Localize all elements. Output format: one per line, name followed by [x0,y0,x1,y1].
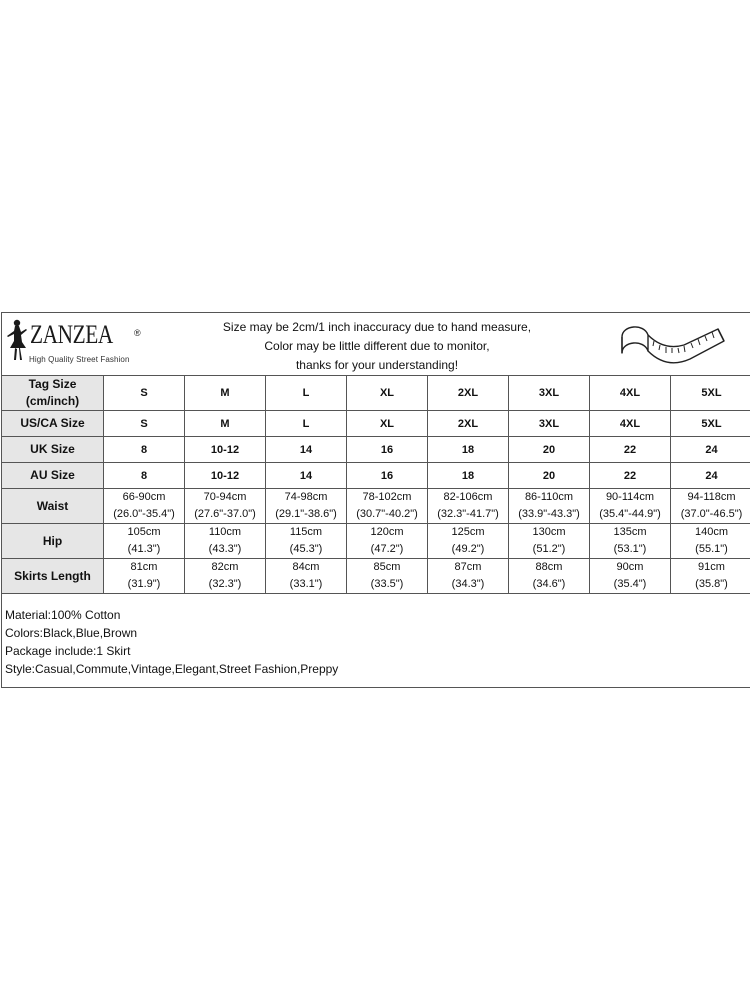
table-cell: 84cm (33.1") [266,559,347,594]
material-text: Material:100% Cotton [5,608,121,622]
table-cell: 8 [104,463,185,489]
table-cell: 87cm (34.3") [428,559,509,594]
table-cell: M [185,411,266,437]
product-info [5,606,338,678]
table-cell: 14 [266,437,347,463]
table-cell: 115cm (45.3") [266,524,347,559]
table-row [2,437,750,463]
table-cell: 90cm (35.4") [590,559,671,594]
table-cell: 135cm (53.1") [590,524,671,559]
table-row [2,411,750,437]
table-cell: 105cm (41.3") [104,524,185,559]
table-cell: 130cm (51.2") [509,524,590,559]
brand-tagline: High Quality Street Fashion [29,355,130,364]
row-header: Tag Size (cm/inch) [2,376,104,411]
table-cell: 125cm (49.2") [428,524,509,559]
table-row [2,524,750,559]
table-cell: 74-98cm (29.1"-38.6") [266,489,347,524]
table-cell: 2XL [428,411,509,437]
table-cell: 4XL [590,376,671,411]
table-row [2,559,750,594]
table-row [2,463,750,489]
table-cell: 5XL [671,376,750,411]
row-header: Skirts Length [2,559,104,594]
table-cell: 120cm (47.2") [347,524,428,559]
table-cell: L [266,376,347,411]
table-cell: S [104,376,185,411]
table-cell: 82cm (32.3") [185,559,266,594]
style-text: Style:Casual,Commute,Vintage,Elegant,Street Fashion,Preppy [5,662,339,676]
table-cell: L [266,411,347,437]
chart-header [2,313,750,376]
brand-logo [6,318,156,372]
table-row [2,489,750,524]
table-cell: 86-110cm (33.9"-43.3") [509,489,590,524]
table-cell: 94-118cm (37.0"-46.5") [671,489,750,524]
table-cell: 8 [104,437,185,463]
table-cell: 91cm (35.8") [671,559,750,594]
table-cell: 16 [347,463,428,489]
table-cell: 88cm (34.6") [509,559,590,594]
registered-mark: ® [134,328,141,338]
measuring-tape-icon [614,315,734,371]
table-cell: 110cm (43.3") [185,524,266,559]
table-cell: 66-90cm (26.0"-35.4") [104,489,185,524]
table-cell: 24 [671,463,750,489]
table-cell: 16 [347,437,428,463]
table-cell: XL [347,376,428,411]
size-chart [1,312,750,688]
notice-line: Color may be little different due to monitor, [264,339,490,353]
brand-name: ZANZEA [30,320,113,349]
package-text: Package include:1 Skirt [5,644,131,658]
table-cell: 22 [590,463,671,489]
table-cell: 18 [428,437,509,463]
notice-line: thanks for your understanding! [295,358,459,372]
table-cell: 78-102cm (30.7"-40.2") [347,489,428,524]
table-cell: 4XL [590,411,671,437]
table-cell: M [185,376,266,411]
table-cell: 81cm (31.9") [104,559,185,594]
table-cell: 3XL [509,411,590,437]
table-cell: S [104,411,185,437]
table-cell: 14 [266,463,347,489]
table-cell: 20 [509,437,590,463]
colors-text: Colors:Black,Blue,Brown [5,626,138,640]
row-header: UK Size [2,437,104,463]
table-cell: 18 [428,463,509,489]
notice-line: Size may be 2cm/1 inch inaccuracy due to hand measure, [222,320,532,334]
table-cell: 22 [590,437,671,463]
row-header: AU Size [2,463,104,489]
table-cell: XL [347,411,428,437]
table-cell: 90-114cm (35.4"-44.9") [590,489,671,524]
measurement-notice [192,318,562,375]
table-cell: 10-12 [185,437,266,463]
table-cell: 82-106cm (32.3"-41.7") [428,489,509,524]
row-header: US/CA Size [2,411,104,437]
table-row [2,376,750,411]
table-cell: 5XL [671,411,750,437]
row-header: Waist [2,489,104,524]
table-cell: 10-12 [185,463,266,489]
table-cell: 70-94cm (27.6"-37.0") [185,489,266,524]
table-cell: 2XL [428,376,509,411]
row-header: Hip [2,524,104,559]
table-cell: 140cm (55.1") [671,524,750,559]
table-cell: 20 [509,463,590,489]
table-cell: 85cm (33.5") [347,559,428,594]
table-cell: 3XL [509,376,590,411]
table-cell: 24 [671,437,750,463]
size-table [1,375,750,594]
